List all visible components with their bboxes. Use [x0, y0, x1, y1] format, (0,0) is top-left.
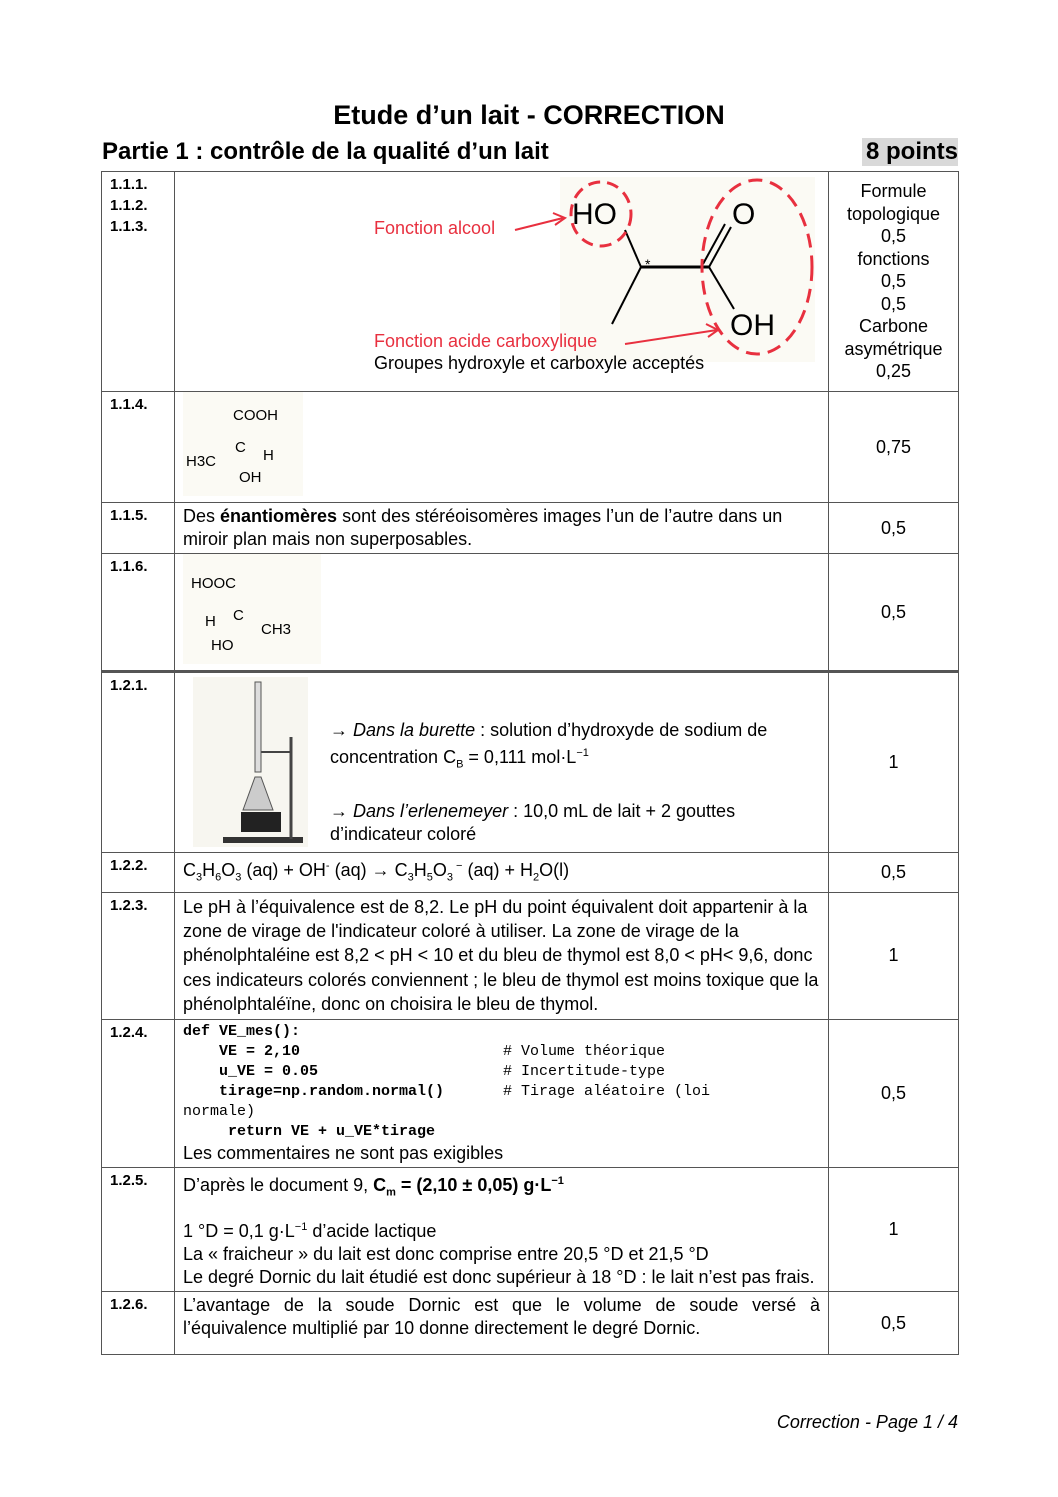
svg-text:OH: OH [730, 309, 775, 342]
c-label: C [235, 439, 246, 456]
table-row [102, 1292, 959, 1355]
text: D’après le document 9, [183, 1174, 374, 1195]
text: La « fraicheur » du lait est donc comprise entre 20,5 °D et 21,5 °D [183, 1244, 709, 1265]
hooc-label: HOOC [191, 575, 236, 592]
ho-label: HO [211, 637, 234, 654]
code-line: tirage=np.random.normal() [183, 1082, 445, 1100]
points: 0,5 [829, 1019, 959, 1167]
question-number: 1.1.3. [110, 218, 148, 235]
points-line: 0,5 [880, 271, 907, 292]
cooh-label: COOH [233, 407, 278, 424]
text: : solution d’hydroxyde de sodium de concentration C [330, 720, 768, 767]
code-line: return VE + u_VE*tirage [219, 1122, 436, 1140]
question-number: 1.2.2. [102, 853, 175, 893]
arrow: → [330, 720, 354, 740]
reaction-equation: $C_3H_6O_3$ (aq) + OH- $(aq) \to C_3H_5O_3$ − $(aq) + H_2O(l)$ [175, 853, 829, 893]
code-line: VE = 2,10 [183, 1042, 301, 1060]
table-row [102, 853, 959, 893]
answer-text: L’avantage de la soude Dornic est que le volume de soude versé à l’équivalence multiplié par 10 donne directement le degré Dornic. [175, 1292, 829, 1355]
points-badge: 8 points [862, 138, 958, 166]
points: 0,5 [829, 554, 959, 672]
svg-text:*: * [645, 256, 651, 272]
note: Les commentaires ne sont pas exigibles [183, 1142, 504, 1163]
cm-symbol: C [373, 1174, 387, 1195]
code-comment: normale) [183, 1102, 256, 1120]
page-footer: Correction - Page 1 / 4 [776, 1412, 958, 1432]
stereo-structure-1 [183, 392, 303, 496]
points: 0,5 [829, 853, 959, 893]
text: Le degré Dornic du lait étudié est donc supérieur à 18 °D : le lait n’est pas frais. [183, 1267, 815, 1288]
points: 0,75 [829, 392, 959, 503]
term: énantiomères [220, 506, 338, 526]
points-line: Carbone [858, 316, 929, 337]
question-number: 1.1.5. [102, 503, 175, 554]
erlenmeyer-label: Dans l’erlenemeyer [353, 800, 509, 821]
text: = 0,111 mol·L [463, 747, 577, 767]
code-comment: # Tirage aléatoire (loi [503, 1082, 711, 1100]
oh-label: OH [239, 469, 262, 486]
points-line: fonctions [857, 248, 930, 269]
h-label: H [263, 447, 274, 464]
table-row [102, 554, 959, 672]
question-number: 1.1.6. [102, 554, 175, 672]
question-number: 1.1.1. [110, 176, 148, 193]
points: 0,5 [829, 1292, 959, 1355]
points-line: Formule [860, 181, 927, 202]
table-row [102, 1167, 959, 1292]
svg-text:HO: HO [572, 198, 617, 231]
text: d’acide lactique [307, 1221, 437, 1242]
table-row [102, 892, 959, 1019]
table-row [102, 672, 959, 853]
superscript: −1 [551, 1174, 564, 1187]
question-number: 1.2.3. [102, 892, 175, 1019]
document-title: Etude d’un lait - CORRECTION [333, 100, 725, 130]
question-number: 1.1.4. [102, 392, 175, 503]
h-label: H [205, 613, 216, 630]
svg-text:O: O [732, 198, 756, 231]
arrow: → [330, 800, 354, 821]
titration-setup-image [193, 677, 308, 847]
question-number: 1.1.2. [110, 197, 148, 214]
text: 1 °D = 0,1 g·L [183, 1221, 295, 1242]
code-line: def VE_mes(): [183, 1022, 301, 1040]
points-line: 0,5 [880, 226, 907, 247]
burette-label: Dans la burette [353, 720, 476, 740]
carboxylic-function-label: Fonction acide carboxylique [374, 331, 598, 351]
points-line: asymétrique [844, 338, 943, 359]
table-row [102, 503, 959, 554]
ch3-label: CH3 [261, 621, 292, 638]
h3c-label: H3C [186, 453, 217, 470]
points: 1 [829, 892, 959, 1019]
text: sont des stéréoisomères images l’un de l’autre dans un miroir plan mais non superposables. [183, 506, 783, 549]
question-number: 1.2.6. [102, 1292, 175, 1355]
points: 1 [829, 672, 959, 853]
table-row [102, 392, 959, 503]
question-number: 1.2.4. [102, 1019, 175, 1167]
question-number: 1.2.1. [102, 672, 175, 853]
accepted-note: Groupes hydroxyle et carboxyle acceptés [374, 353, 705, 373]
subscript: B [456, 758, 464, 771]
correction-table [101, 171, 959, 1355]
cm-value: = (2,10 ± 0,05) g·L [395, 1174, 552, 1195]
superscript: −1 [294, 1221, 308, 1234]
stereo-structure-2 [183, 554, 321, 664]
c-label: C [233, 607, 244, 624]
code-comment: # Incertitude-type [503, 1062, 666, 1080]
table-row [102, 172, 959, 392]
code-line: u_VE = 0.05 [183, 1062, 319, 1080]
alcohol-function-label: Fonction alcool [374, 218, 496, 238]
points-line: 0,25 [875, 361, 912, 382]
text: Des [183, 506, 221, 526]
points: 0,5 [829, 503, 959, 554]
points-line: 0,5 [880, 293, 907, 314]
text: : 10,0 mL de lait + 2 gouttes d’indicateur coloré [330, 800, 736, 844]
table-row [102, 1019, 959, 1167]
points-line: topologique [846, 203, 941, 224]
superscript: −1 [576, 747, 589, 759]
points: 1 [829, 1167, 959, 1292]
code-comment: # Volume théorique [503, 1042, 666, 1060]
subscript: m [386, 1186, 396, 1199]
question-number: 1.2.5. [102, 1167, 175, 1292]
answer-text: Le pH à l’équivalence est de 8,2. Le pH du point équivalent doit appartenir à la zone de virage de l'indicateur coloré à utiliser. La zone de virage de la phénolphtaléine est 8,2 < pH < 10 et du bleu de thymol est 8,0 < pH< 9,6, donc ces indicateurs colorés conviennent ; le bleu de thymol est moins toxique que la phénolphtaléïne, donc on choisira le bleu de thymol. [175, 892, 829, 1019]
part-heading: Partie 1 : contrôle de la qualité d’un lait [102, 138, 549, 165]
